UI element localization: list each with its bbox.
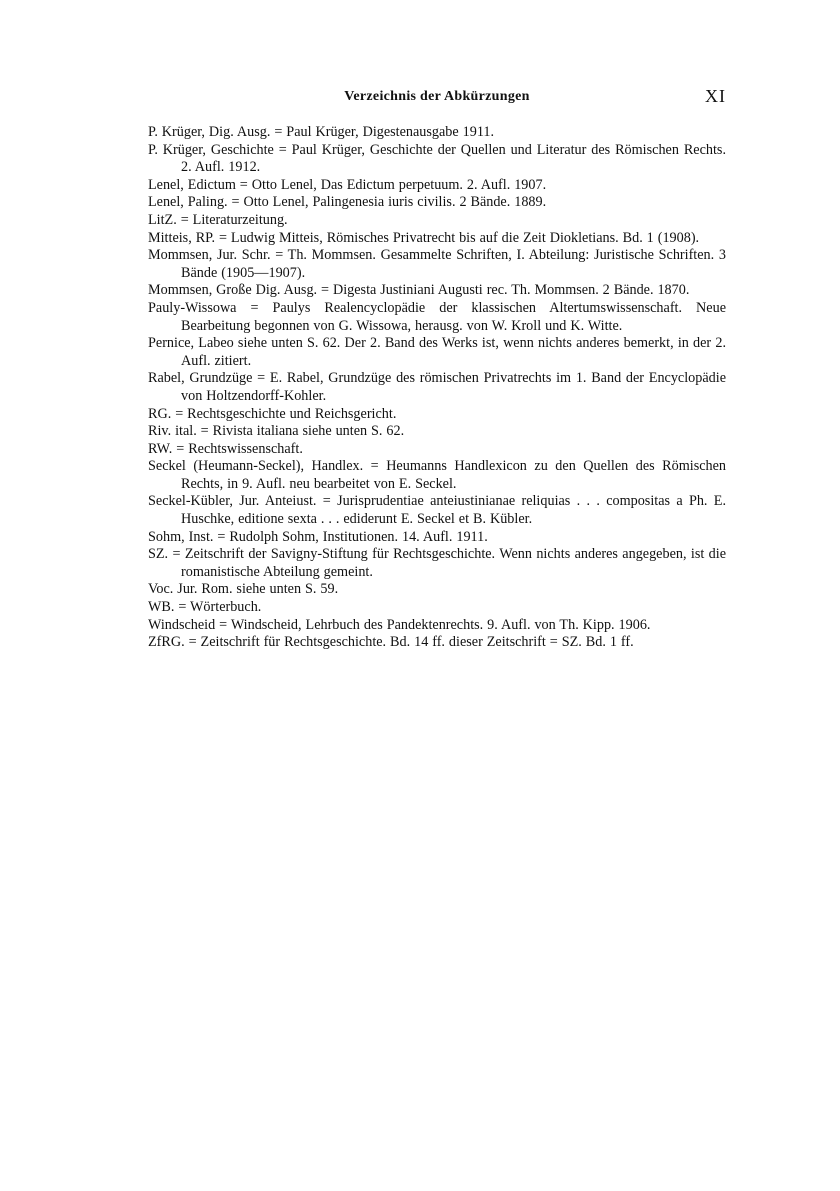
abbreviation-entry-mommsen-grosse-dig-ausg: Mommsen, Große Dig. Ausg. = Digesta Justiniani Augusti rec. Th. Mommsen. 2 Bände. 1870. — [148, 282, 690, 299]
abbreviation-entry-seckel-kuebler: Seckel-Kübler, Jur. Anteiust. = Jurisprudentiae anteiustinianae reliquias . . . compositas a Ph. E. Huschke, editione sexta . . . ediderunt E. Seckel et B. Kübler. — [148, 493, 726, 528]
abbreviation-entry-pauly-wissowa: Pauly-Wissowa = Paulys Realencyclopädie der klassischen Altertumswissenschaft. Neue Bearbeitung begonnen von G. Wissowa, herausg. von W. Kroll und K. Witte. — [148, 299, 726, 334]
abbreviation-entry-sz: SZ. = Zeitschrift der Savigny-Stiftung für Rechtsgeschichte. Wenn nichts anderes angegeben, ist die romanistische Abteilung gemeint. — [148, 546, 726, 580]
abbreviation-entry-litz: LitZ. = Literaturzeitung. — [148, 211, 288, 228]
abbreviation-entry-wb: WB. = Wörterbuch. — [148, 599, 262, 616]
abbreviation-entry-lenel-paling: Lenel, Paling. = Otto Lenel, Palingenesia iuris civilis. 2 Bände. 1889. — [148, 194, 547, 211]
abbreviation-entry-sohm-inst: Sohm, Inst. = Rudolph Sohm, Institutionen. 14. Aufl. 1911. — [148, 528, 488, 545]
abbreviation-entry-mommsen-jur-schr: Mommsen, Jur. Schr. = Th. Mommsen. Gesammelte Schriften, I. Abteilung: Juristische Schriften. 3 Bände (1905—1907). — [148, 247, 726, 281]
running-title: Verzeichnis der Abkürzungen — [344, 89, 530, 104]
abbreviation-entry-rg: RG. = Rechtsgeschichte und Reichsgericht. — [148, 405, 397, 422]
abbreviation-list — [148, 124, 726, 652]
abbreviation-entry-mitteis-rp: Mitteis, RP. = Ludwig Mitteis, Römisches Privatrecht bis auf die Zeit Diokletians. Bd. 1 (1908). — [148, 229, 700, 246]
abbreviation-entry-zfrg: ZfRG. = Zeitschrift für Rechtsgeschichte. Bd. 14 ff. dieser Zeitschrift = SZ. Bd. 1 ff. — [148, 634, 634, 651]
abbreviation-entry-lenel-edictum: Lenel, Edictum = Otto Lenel, Das Edictum perpetuum. 2. Aufl. 1907. — [148, 176, 547, 193]
abbreviation-entry-seckel-handlex: Seckel (Heumann-Seckel), Handlex. = Heumanns Handlexicon zu den Quellen des Römischen Rechts, in 9. Aufl. neu bearbeitet von E. Seckel. — [148, 458, 726, 492]
abbreviation-entry-riv-ital: Riv. ital. = Rivista italiana siehe unten S. 62. — [148, 423, 405, 440]
abbreviation-entry-p-krueger-dig-ausg: P. Krüger, Dig. Ausg. = Paul Krüger, Digestenausgabe 1911. — [148, 124, 495, 140]
page-number: XI — [705, 86, 726, 106]
abbreviation-entry-p-krueger-geschichte: P. Krüger, Geschichte = Paul Krüger, Geschichte der Quellen und Literatur des Römischen Rechts. 2. Aufl. 1912. — [148, 141, 726, 176]
abbreviation-entry-rabel-grundzuege: Rabel, Grundzüge = E. Rabel, Grundzüge des römischen Privatrechts im 1. Band der Encyclopädie von Holtzendorff-Kohler. — [148, 370, 726, 404]
abbreviation-entry-pernice-labeo: Pernice, Labeo siehe unten S. 62. Der 2. Band des Werks ist, wenn nichts anderes bemerkt, in der 2. Aufl. zitiert. — [148, 335, 726, 369]
running-head — [148, 88, 726, 112]
abbreviation-entry-rw: RW. = Rechtswissenschaft. — [148, 440, 303, 457]
abbreviation-entry-windscheid: Windscheid = Windscheid, Lehrbuch des Pandektenrechts. 9. Aufl. von Th. Kipp. 1906. — [148, 616, 651, 633]
abbreviation-entry-voc-jur-rom: Voc. Jur. Rom. siehe unten S. 59. — [148, 581, 339, 598]
